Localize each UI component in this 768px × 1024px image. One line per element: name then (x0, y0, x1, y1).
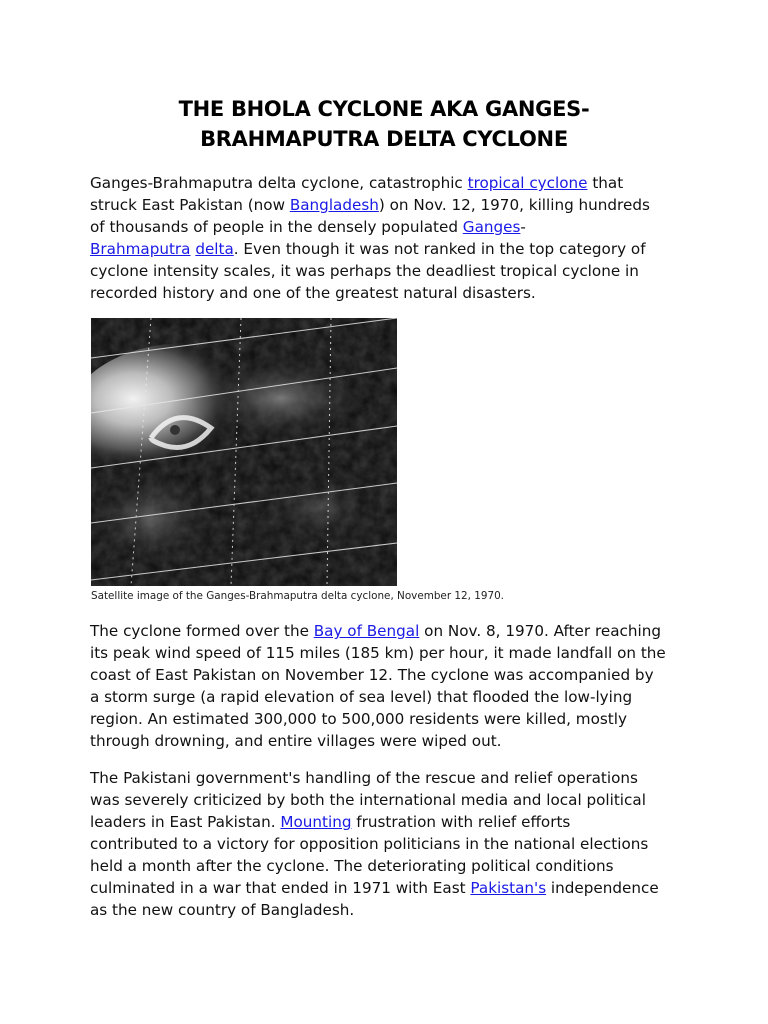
text: on Nov. 8, 1970. After reaching (419, 622, 661, 640)
text: . Even though it was not ranked in the top category of (233, 240, 646, 258)
link-brahmaputra[interactable]: Brahmaputra (90, 240, 191, 258)
image-caption: Satellite image of the Ganges-Brahmaputra delta cyclone, November 12, 1970. (91, 590, 504, 602)
link-bangladesh[interactable]: Bangladesh (289, 196, 379, 214)
aftermath-line-3 (90, 811, 680, 833)
link-mounting[interactable]: Mounting (280, 813, 352, 831)
text: The cyclone formed over the (90, 622, 314, 640)
text: Ganges-Brahmaputra delta cyclone, catastrophic (90, 174, 468, 192)
aftermath-line-4: contributed to a victory for opposition politicians in the national elections (90, 835, 649, 853)
title-line-2: BRAHMAPUTRA DELTA CYCLONE (200, 127, 568, 151)
intro-line-6: recorded history and one of the greatest natural disasters. (90, 284, 536, 302)
formation-line-2: its peak wind speed of 115 miles (185 km) per hour, it made landfall on the (90, 644, 666, 662)
intro-line-2 (90, 194, 680, 216)
text: culminated in a war that ended in 1971 with East (90, 879, 471, 897)
formation-line-5: region. An estimated 300,000 to 500,000 residents were killed, mostly (90, 710, 627, 728)
formation-line-6: through drowning, and entire villages were wiped out. (90, 732, 502, 750)
aftermath-line-7: as the new country of Bangladesh. (90, 901, 355, 919)
text: leaders in East Pakistan. (90, 813, 281, 831)
formation-line-1 (90, 620, 680, 642)
intro-line-5: cyclone intensity scales, it was perhaps the deadliest tropical cyclone in (90, 262, 639, 280)
formation-line-4: a storm surge (a rapid elevation of sea level) that flooded the low-lying (90, 688, 633, 706)
aftermath-paragraph (90, 767, 680, 921)
title-line-1: THE BHOLA CYCLONE AKA GANGES- (178, 97, 590, 121)
page-title (90, 94, 678, 154)
text: - (520, 218, 526, 236)
link-bay-of-bengal[interactable]: Bay of Bengal (313, 622, 420, 640)
link-delta[interactable]: delta (195, 240, 234, 258)
link-pakistans[interactable]: Pakistan's (470, 879, 547, 897)
aftermath-line-5: held a month after the cyclone. The deteriorating political conditions (90, 857, 614, 875)
text: that (587, 174, 624, 192)
satellite-cyclone-image (91, 318, 397, 586)
satellite-image (91, 318, 397, 586)
link-tropical-cyclone[interactable]: tropical cyclone (467, 174, 588, 192)
text: struck East Pakistan (now (90, 196, 290, 214)
link-ganges[interactable]: Ganges (462, 218, 521, 236)
formation-paragraph (90, 620, 680, 752)
intro-paragraph (90, 172, 680, 304)
text: of thousands of people in the densely populated (90, 218, 463, 236)
intro-line-1 (90, 172, 680, 194)
aftermath-line-2: was severely criticized by both the international media and local political (90, 791, 646, 809)
text: ) on Nov. 12, 1970, killing hundreds (378, 196, 650, 214)
text: independence (546, 879, 659, 897)
aftermath-line-1: The Pakistani government's handling of the rescue and relief operations (90, 769, 638, 787)
text: frustration with relief efforts (351, 813, 571, 831)
intro-line-4 (90, 238, 680, 260)
aftermath-line-6 (90, 877, 680, 899)
formation-line-3: coast of East Pakistan on November 12. The cyclone was accompanied by (90, 666, 654, 684)
intro-line-3 (90, 216, 680, 238)
